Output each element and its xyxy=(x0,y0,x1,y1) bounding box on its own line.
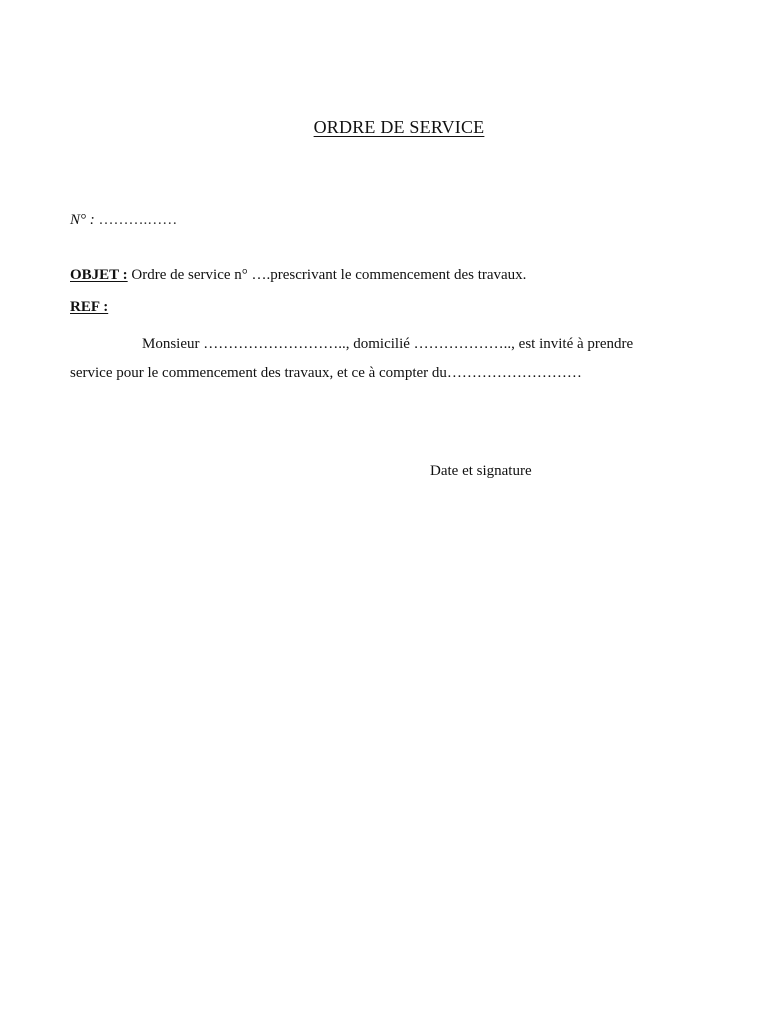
placeholder-address: ……………….. xyxy=(413,336,512,352)
numero-placeholder: ……….…… xyxy=(98,212,178,228)
objet-placeholder: …. xyxy=(251,267,271,283)
body-line1-end: , est invité à prendre xyxy=(511,336,634,352)
placeholder-name: ……………………….. xyxy=(203,336,346,352)
body-line2-start: service pour le commencement des travaux, et ce à compter du xyxy=(70,365,447,381)
body-line-1 xyxy=(142,336,633,353)
objet-text-after: prescrivant le commencement des travaux. xyxy=(270,267,527,283)
ref-line xyxy=(70,299,108,316)
placeholder-date: ……………………… xyxy=(446,365,582,381)
objet-text-before: Ordre de service n° xyxy=(127,267,252,283)
objet-line xyxy=(70,267,526,284)
signature-line: Date et signature xyxy=(430,463,532,479)
numero-line xyxy=(70,212,177,229)
body-line1-mid: , domicilié xyxy=(345,336,414,352)
objet-label: OBJET : xyxy=(70,267,128,283)
body-line1-start: Monsieur xyxy=(142,336,204,352)
document-title: ORDRE DE SERVICE xyxy=(313,117,485,137)
ref-label: REF : xyxy=(70,299,109,315)
body-line-2 xyxy=(70,365,582,382)
numero-separator: : xyxy=(86,212,99,228)
numero-label: N° xyxy=(70,212,87,228)
